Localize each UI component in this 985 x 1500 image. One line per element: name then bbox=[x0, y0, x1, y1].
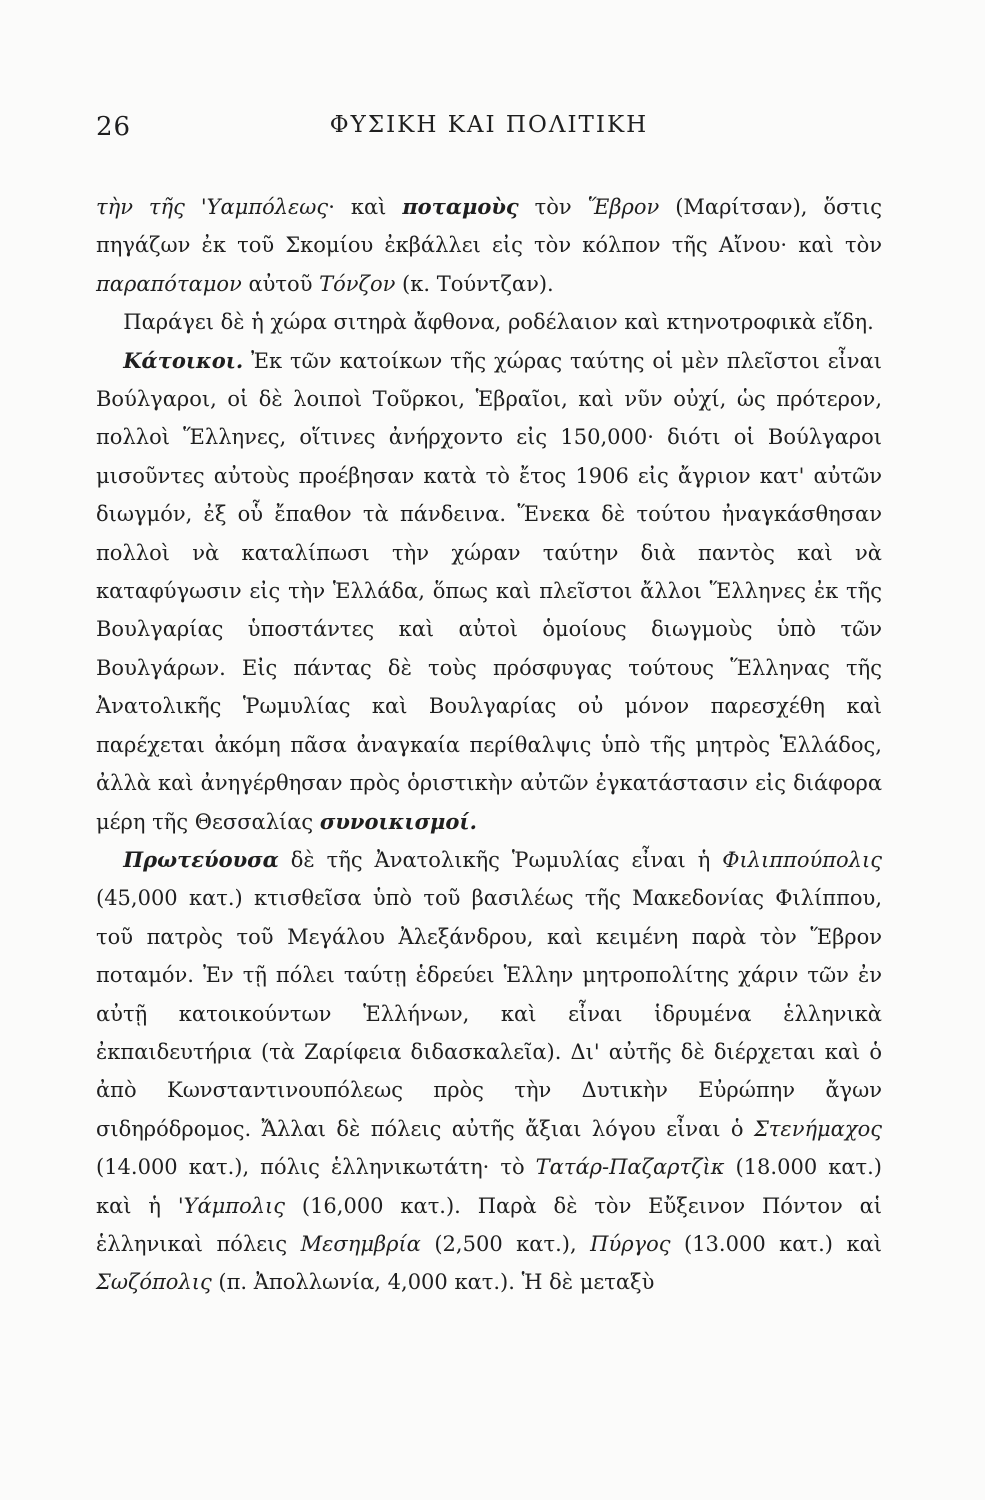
italic-term: Πύργος bbox=[590, 1231, 671, 1256]
text-run: (16,000 κατ.). Παρὰ δὲ τὸν Εὔξεινον Πόντον αἱ ἑλληνικαὶ πόλεις bbox=[96, 1193, 882, 1256]
text-run: (14.000 κατ.), πόλις ἑλληνικωτάτη· τὸ bbox=[96, 1155, 536, 1180]
book-page bbox=[96, 112, 882, 1412]
bold-italic-term: Πρωτεύουσα bbox=[123, 846, 279, 872]
text-run: (π. Ἀπολλωνία, 4,000 κατ.). Ἡ δὲ μεταξὺ bbox=[211, 1270, 655, 1295]
text-run: · καὶ bbox=[328, 195, 403, 219]
italic-term: Τατάρ-Παζαρτζὶκ bbox=[535, 1155, 725, 1180]
text-run: δὲ τῆς Ἀνατολικῆς Ῥωμυλίας εἶναι ἡ bbox=[278, 847, 723, 872]
italic-term: Στενήμαχος bbox=[753, 1116, 882, 1141]
running-head: ΦΥΣΙΚΗ ΚΑΙ ΠΟΛΙΤΙΚΗ bbox=[329, 112, 649, 138]
bold-italic-term: ποταμοὺς bbox=[402, 194, 519, 219]
text-run: (2,500 κατ.), bbox=[420, 1231, 591, 1256]
italic-term: Σωζόπολις bbox=[96, 1270, 212, 1295]
page-number: 26 bbox=[96, 112, 132, 142]
italic-term: Μεσημβρία bbox=[300, 1231, 421, 1256]
text-run: αὐτοῦ bbox=[241, 271, 320, 296]
italic-term: Τόνζον bbox=[319, 271, 396, 296]
body-text bbox=[96, 188, 882, 1302]
page-header bbox=[96, 112, 882, 152]
text-run: Ἐκ τῶν κατοίκων τῆς χώρας ταύτης οἱ μὲν πλεῖστοι εἶναι Βούλγαροι, οἱ δὲ λοιποὶ Τοῦρκοι, Ἑβραῖοι, καὶ νῦν οὐχί, ὡς πρότερον, πολλοὶ Ἕλληνες, οἵτινες ἀνήρχοντο εἰς 150,000· διότι οἱ Βούλγαροι μισοῦντες αὐτοὺς προέβησαν κατὰ τὸ ἔτος 1906 εἰς ἄγριον κατ' αὐτῶν διωγμόν, ἐξ οὗ ἔπαθον τὰ πάνδεινα. Ἕνεκα δὲ τούτου ἠναγκάσθησαν πολλοὶ νὰ καταλίπωσι τὴν χώραν ταύτην διὰ παντὸς καὶ νὰ καταφύγωσιν εἰς τὴν Ἑλλάδα, ὅπως καὶ πλεῖστοι ἄλλοι Ἕλληνες ἐκ τῆς Βουλγαρίας ὑποστάντες καὶ αὐτοὶ ὁμοίους διωγμοὺς ὑπὸ τῶν Βουλγάρων. Εἰς πάντας δὲ τοὺς πρόσφυγας τούτους Ἕλληνας τῆς Ἀνατολικῆς Ῥωμυλίας καὶ Βουλγαρίας οὐ μόνον παρεσχέθη καὶ παρέχεται ἀκόμη πᾶσα ἀναγκαία περίθαλψις ὑπὸ τῆς μητρὸς Ἑλλάδος, ἀλλὰ καὶ ἀνηγέρθησαν πρὸς ὁριστικὴν αὐτῶν ἐγκατάστασιν εἰς διάφορα μέρη τῆς Θεσσαλίας bbox=[96, 348, 882, 834]
text-run: (45,000 κατ.) κτισθεῖσα ὑπὸ τοῦ βασιλέως τῆς Μακεδονίας Φιλίππου, τοῦ πατρὸς τοῦ Μεγάλου Ἀλεξάνδρου, καὶ κειμένη παρὰ τὸν Ἕβρον ποταμόν. Ἐν τῇ πόλει ταύτῃ ἑδρεύει Ἑλλην μητροπολίτης χάριν τῶν ἐν αὐτῇ κατοικούντων Ἑλλήνων, καὶ εἶναι ἱδρυμένα ἑλληνικὰ ἐκπαιδευτήρια (τὰ Ζαρίφεια διδασκαλεῖα). Δι' αὐτῆς δὲ διέρχεται καὶ ὁ ἀπὸ Κωνσταντινουπόλεως πρὸς τὴν Δυτικὴν Εὐρώπην ἄγων σιδηρόδρομος. Ἄλλαι δὲ πόλεις αὐτῆς ἄξιαι λόγου εἶναι ὁ bbox=[96, 886, 882, 1141]
text-run: (13.000 κατ.) καὶ bbox=[670, 1231, 882, 1256]
italic-term: 'Υάμπολις bbox=[177, 1193, 286, 1218]
italic-term: τὴν τῆς 'Υαμπόλεως bbox=[96, 195, 329, 219]
bold-italic-term: Κάτοικοι. bbox=[123, 347, 244, 373]
bold-italic-term: συνοικισμοί. bbox=[319, 808, 477, 834]
paragraph bbox=[96, 841, 882, 1302]
text-run: (Μαρίτσαν), ὅστις πηγάζων ἐκ τοῦ Σκομίου ἐκβάλλει εἰς τὸν κόλπον τῆς Αἴνου· καὶ τὸν bbox=[96, 195, 882, 258]
italic-term: παραπόταμον bbox=[96, 271, 242, 296]
text-run: (18.000 κατ.) καὶ ἡ bbox=[96, 1155, 882, 1218]
paragraph bbox=[96, 342, 882, 841]
text-run: (κ. Τούντζαν). bbox=[395, 271, 554, 296]
italic-term: Ἕβρον bbox=[587, 195, 660, 219]
italic-term: Φιλιππούπολις bbox=[722, 847, 882, 872]
text-run: τὸν bbox=[518, 195, 588, 219]
paragraph bbox=[96, 303, 882, 341]
text-run: Παράγει δὲ ἡ χώρα σιτηρὰ ἄφθονα, ροδέλαιον καὶ κτηνοτροφικὰ εἴδη. bbox=[123, 310, 874, 335]
paragraph bbox=[96, 188, 882, 303]
